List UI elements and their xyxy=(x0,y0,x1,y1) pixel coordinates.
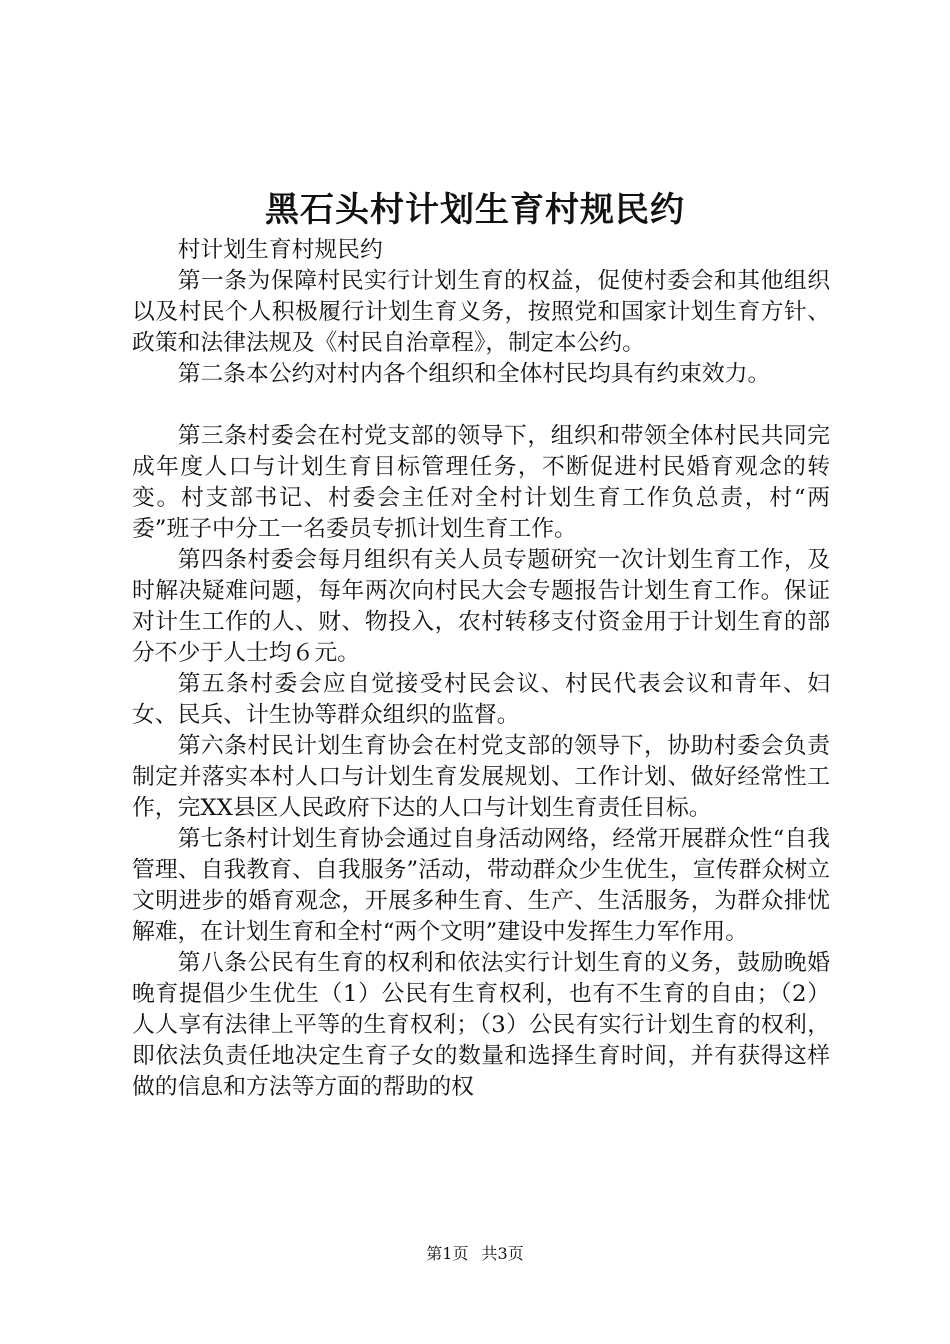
article-3-paragraph: 第三条村委会在村党支部的领导下，组织和带领全体村民共同完成年度人口与计划生育目标管理任务，不断促进村民婚育观念的转变。村支部书记、村委会主任对全村计划生育工作负总责，村“两委”班子中分工一名委员专抓计划生育工作。 xyxy=(132,423,830,542)
page-total: 共3页 xyxy=(481,1244,524,1263)
page-number: 第1页 xyxy=(426,1244,469,1263)
article-1-paragraph: 第一条为保障村民实行计划生育的权益，促使村委会和其他组织以及村民个人积极履行计划生育义务，按照党和国家计划生育方针、政策和法律法规及《村民自治章程》，制定本公约。 xyxy=(132,268,830,356)
document-title: 黑石头村计划生育村规民约 xyxy=(265,190,685,230)
article-5-paragraph: 第五条村委会应自觉接受村民会议、村民代表会议和青年、妇女、民兵、计生协等群众组织的监督。 xyxy=(132,671,830,728)
article-6-paragraph: 第六条村民计划生育协会在村党支部的领导下，协助村委会负责制定并落实本村人口与计划生育发展规划、工作计划、做好经常性工作，完XX县区人民政府下达的人口与计划生育责任目标。 xyxy=(132,733,830,821)
page-footer xyxy=(0,1243,950,1265)
article-7-paragraph: 第七条村计划生育协会通过自身活动网络，经常开展群众性“自我管理、自我教育、自我服务”活动，带动群众少生优生，宣传群众树立文明进步的婚育观念，开展多种生育、生产、生活服务，为群众排忧解难，在计划生育和全村“两个文明”建设中发挥生力军作用。 xyxy=(132,826,830,945)
document-body xyxy=(132,235,830,1103)
article-8-paragraph: 第八条公民有生育的权利和依法实行计划生育的义务，鼓励晚婚晚育提倡少生优生（1）公民有生育权利，也有不生育的自由；（2）人人享有法律上平等的生育权利；（3）公民有实行计划生育的权利，即依法负责任地决定生育子女的数量和选择生育时间，并有获得这样做的信息和方法等方面的帮助的权 xyxy=(132,950,830,1100)
article-4-paragraph: 第四条村委会每月组织有关人员专题研究一次计划生育工作，及时解决疑难问题，每年两次向村民大会专题报告计划生育工作。保证对计生工作的人、财、物投入，农村转移支付资金用于计划生育的部分不少于人士均６元。 xyxy=(132,547,830,666)
article-2-paragraph: 第二条本公约对村内各个组织和全体村民均具有约束效力。 xyxy=(177,361,771,387)
subtitle-paragraph: 村计划生育村规民约 xyxy=(177,237,383,263)
